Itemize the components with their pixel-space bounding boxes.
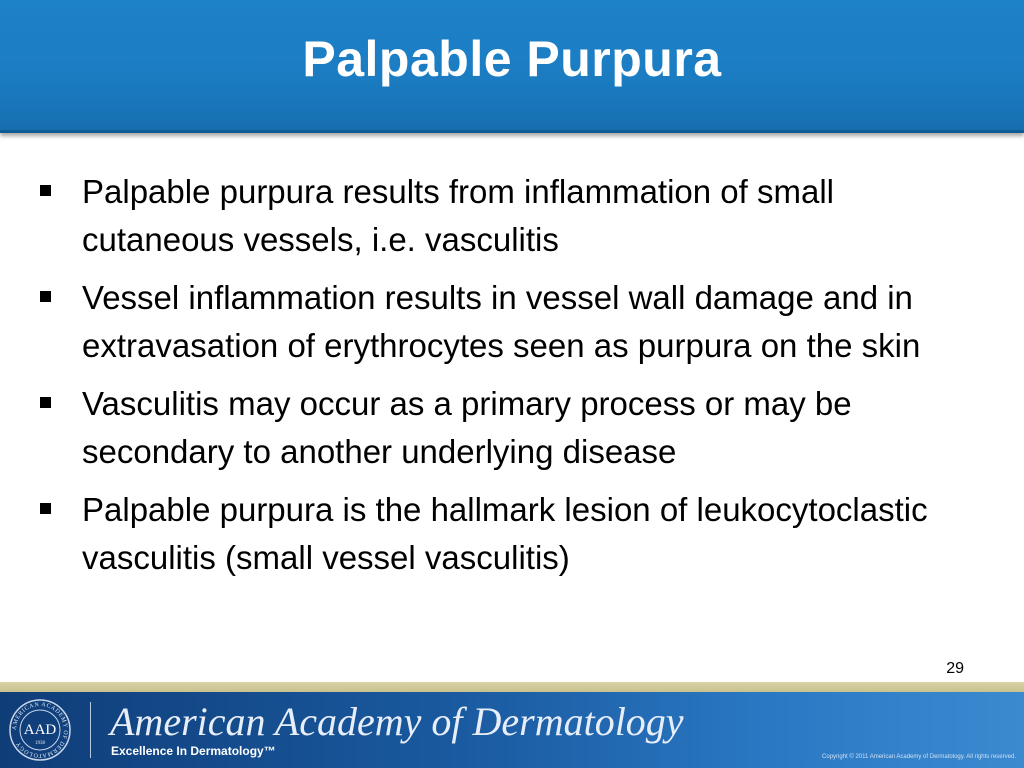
org-tagline: Excellence In Dermatology™ xyxy=(111,744,276,758)
seal-year: 1938 xyxy=(35,741,45,746)
bullet-text: Vessel inflammation results in vessel wall damage and in extravasation of erythrocytes seen as purpura on the skin xyxy=(82,279,921,364)
footer-divider xyxy=(90,702,91,758)
footer xyxy=(0,692,1024,768)
aad-seal-logo xyxy=(8,698,72,762)
bullet-item xyxy=(32,486,992,582)
seal-ring-text: AMERICAN ACADEMY OF DERMATOLOGY xyxy=(11,701,69,759)
bullet-list xyxy=(32,168,992,592)
page-number: 29 xyxy=(946,660,964,677)
seal-monogram: AAD xyxy=(23,722,57,738)
bullet-text: Vasculitis may occur as a primary process or may be secondary to another underlying disease xyxy=(82,385,852,470)
bullet-item xyxy=(32,168,992,264)
bullet-marker-icon xyxy=(40,503,51,514)
footer-stripe xyxy=(0,682,1024,692)
bullet-item xyxy=(32,274,992,370)
org-name: American Academy of Dermatology xyxy=(110,699,684,744)
bullet-marker-icon xyxy=(40,185,51,196)
bullet-marker-icon xyxy=(40,397,51,408)
title-bar xyxy=(0,0,1024,133)
slide-title: Palpable Purpura xyxy=(302,31,722,87)
bullet-item xyxy=(32,380,992,476)
bullet-text: Palpable purpura results from inflammation of small cutaneous vessels, i.e. vasculitis xyxy=(82,173,834,258)
bullet-marker-icon xyxy=(40,291,51,302)
bullet-text: Palpable purpura is the hallmark lesion of leukocytoclastic vasculitis (small vessel vasculitis) xyxy=(82,491,928,576)
copyright-notice: Copyright © 2011 American Academy of Dermatology. All rights reserved. xyxy=(822,754,1016,760)
